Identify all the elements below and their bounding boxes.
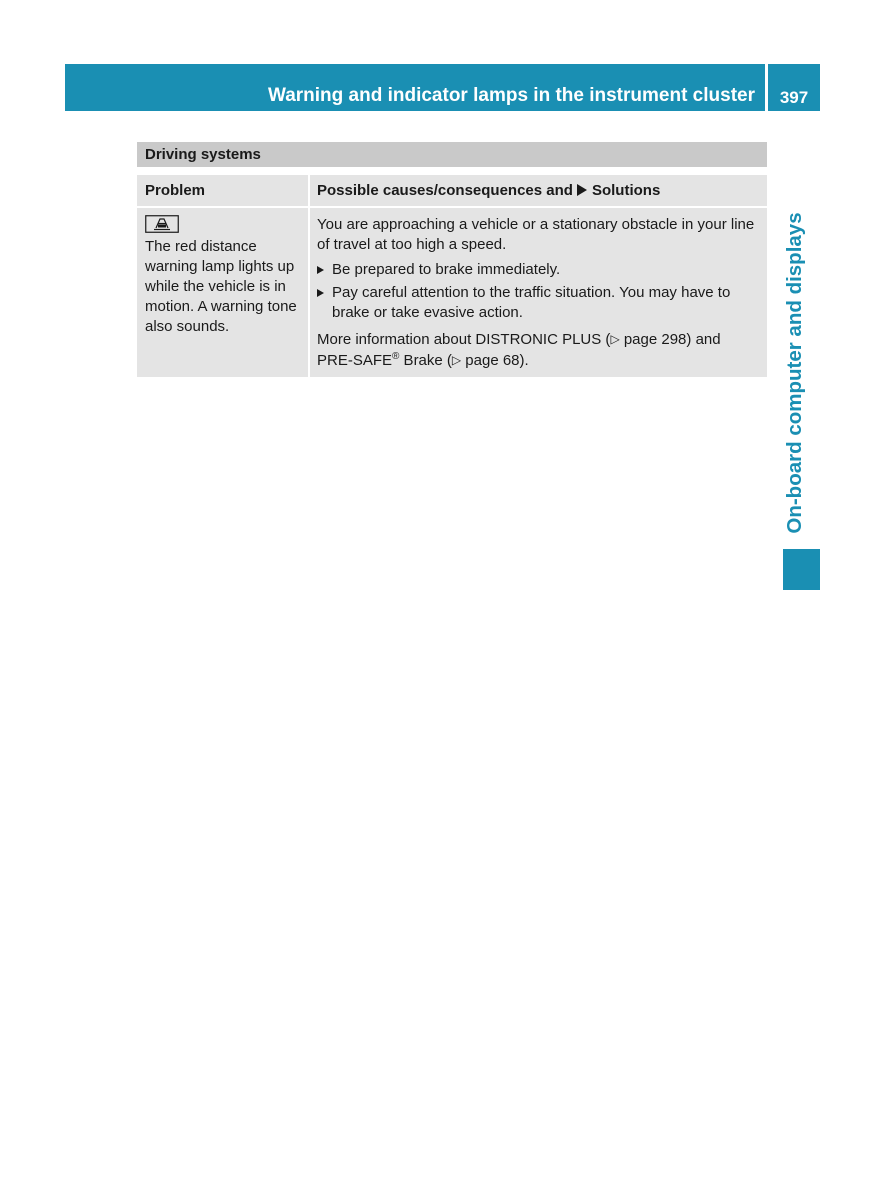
solution-step xyxy=(317,283,763,323)
page-number: 397 xyxy=(779,88,809,107)
step-arrow-icon xyxy=(317,289,324,297)
page-number-box xyxy=(768,64,820,111)
table-row xyxy=(137,208,767,377)
cause-text: You are approaching a vehicle or a stationary obstacle in your line of travel at too high a speed. xyxy=(317,216,755,253)
driving-systems-table xyxy=(137,142,767,377)
more-info-text: PRE-SAFE xyxy=(317,352,393,369)
page-reference-link[interactable]: page 298) and xyxy=(619,331,721,348)
side-section-label-text: On-board computer and displays xyxy=(783,212,806,534)
column-header-problem: Problem xyxy=(137,175,308,206)
side-section-label xyxy=(780,205,810,541)
solutions-arrow-icon xyxy=(577,184,587,196)
column-header-causes xyxy=(310,175,767,206)
page-reference-icon: ▷ xyxy=(610,332,620,346)
side-section-tab xyxy=(783,549,820,590)
problem-description: The red distance warning lamp lights up while the vehicle is in motion. A warning tone also sounds. xyxy=(145,238,297,335)
solution-step-text: Be prepared to brake immediately. xyxy=(332,261,561,278)
page-reference-icon: ▷ xyxy=(451,353,462,367)
step-arrow-icon xyxy=(317,266,324,274)
solutions-label: Solutions xyxy=(591,182,661,199)
solution-step xyxy=(317,260,763,280)
solution-step-text: Pay careful attention to the traffic situation. You may have to brake or take evasive action. xyxy=(332,284,731,321)
registered-mark: ® xyxy=(392,351,400,362)
more-info-text: Brake ( xyxy=(399,352,452,369)
distance-warning-lamp-icon xyxy=(145,215,179,233)
table-header-row xyxy=(137,175,767,206)
more-information xyxy=(317,329,763,371)
page-reference-link[interactable]: page 68). xyxy=(461,352,529,369)
page-title: Warning and indicator lamps in the instrument cluster xyxy=(267,85,755,106)
more-info-text: More information about DISTRONIC PLUS ( xyxy=(317,331,611,348)
problem-cell xyxy=(137,208,308,377)
causes-cell xyxy=(310,208,767,377)
causes-label: Possible causes/consequences and xyxy=(317,182,573,199)
table-title: Driving systems xyxy=(137,142,767,167)
header-bar xyxy=(65,64,765,111)
